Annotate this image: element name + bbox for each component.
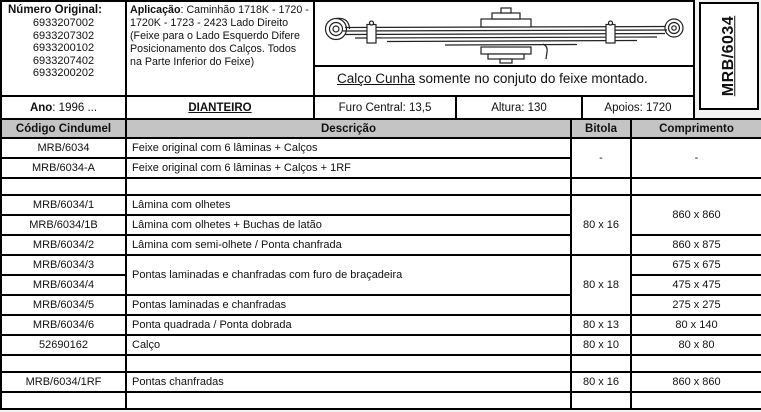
descricao-cell: Pontas laminadas e chanfradas [126, 295, 571, 315]
table-row [1, 335, 761, 355]
bitola-cell: 80 x 10 [571, 335, 631, 355]
table-row [1, 195, 761, 215]
empty-cell [571, 355, 631, 372]
comprimento-cell: 80 x 140 [631, 315, 761, 335]
comprimento-cell: 80 x 80 [631, 335, 761, 355]
altura-cell [455, 95, 583, 120]
codigo-cell: MRB/6034/1 [1, 195, 126, 215]
bitola-cell: 80 x 16 [571, 195, 631, 255]
codigo-cell: MRB/6034 [1, 138, 126, 158]
furo-central-cell [313, 95, 457, 120]
table-row [1, 295, 761, 315]
bitola-cell: - [571, 138, 631, 178]
descricao-cell: Pontas chanfradas [126, 372, 571, 392]
empty-cell [1, 392, 126, 409]
altura-value: Altura: 130 [491, 101, 547, 114]
empty-cell [1, 355, 126, 372]
codigo-cell: MRB/6034/1B [1, 215, 126, 235]
numero-original-cell [0, 0, 127, 97]
ano-cell [0, 95, 127, 120]
original-number: 6933207002 [32, 17, 95, 29]
table-row [1, 235, 761, 255]
header-codigo: Código Cindumel [1, 119, 126, 138]
bitola-cell: 80 x 16 [571, 372, 631, 392]
caption-rest: somente no conjuto do feixe montado. [415, 71, 648, 86]
codigo-cell: MRB/6034/5 [1, 295, 126, 315]
original-number: 6933200102 [32, 42, 95, 54]
aplicacao-label: Aplicação [130, 4, 181, 16]
posicao-cell [125, 95, 315, 120]
posicao-label: DIANTEIRO [188, 101, 252, 114]
codigo-cell: MRB/6034/4 [1, 275, 126, 295]
descricao-cell: Feixe original com 6 lâminas + Calços [126, 138, 571, 158]
table-row [1, 138, 761, 158]
bitola-cell: 80 x 18 [571, 255, 631, 315]
bitola-cell: 80 x 13 [571, 315, 631, 335]
descricao-cell: Lâmina com olhetes + Buchas de latão [126, 215, 571, 235]
apoios-cell [581, 95, 695, 120]
empty-cell [631, 355, 761, 372]
empty-cell [126, 392, 571, 409]
part-code-box [699, 2, 759, 110]
codigo-cell: MRB/6034/1RF [1, 372, 126, 392]
empty-row [1, 355, 761, 372]
diagram-caption [315, 65, 693, 95]
comprimento-cell: 860 x 860 [631, 195, 761, 235]
codigo-cell: MRB/6034/6 [1, 315, 126, 335]
table-row [1, 372, 761, 392]
leaf-spring-svg [315, 2, 693, 65]
caption-calco-cunha: Calço Cunha [337, 71, 416, 86]
empty-row [1, 178, 761, 195]
empty-cell [1, 178, 126, 195]
numero-original-label: Número Original: [8, 4, 102, 16]
original-number: 6933200202 [32, 67, 95, 79]
furo-central-value: Furo Central: 13,5 [338, 101, 432, 114]
ano-value: : 1996 ... [52, 101, 98, 114]
comprimento-cell: 475 x 475 [631, 275, 761, 295]
comprimento-cell: - [631, 138, 761, 178]
codigo-cell: MRB/6034-A [1, 158, 126, 178]
parts-table [0, 118, 761, 410]
table-row [1, 255, 761, 275]
ano-label: Ano [29, 101, 53, 114]
empty-cell [571, 178, 631, 195]
empty-cell [631, 178, 761, 195]
original-number: 6933207302 [32, 29, 95, 42]
aplicacao-text: : Caminhão 1718K - 1720 - 1720K - 1723 - 2423 Lado Direito (Feixe para o Lado Esquerdo Difere Posicionamento dos Calços. Todos na Parte Inferior do Feixe) [130, 4, 309, 68]
numero-original-list [6, 17, 121, 80]
header-descricao: Descrição [126, 119, 571, 138]
comprimento-cell: 275 x 275 [631, 295, 761, 315]
leaf-spring-drawing-cell [313, 0, 695, 97]
table-row [1, 315, 761, 335]
header-comprimento: Comprimento [631, 119, 761, 138]
aplicacao-cell [125, 0, 315, 97]
descricao-cell: Ponta quadrada / Ponta dobrada [126, 315, 571, 335]
original-number: 6933207402 [32, 54, 95, 67]
empty-cell [631, 392, 761, 409]
descricao-cell: Pontas laminadas e chanfradas com furo de braçadeira [126, 255, 571, 295]
descricao-cell: Lâmina com semi-olhete / Ponta chanfrada [126, 235, 571, 255]
descricao-cell: Feixe original com 6 lâminas + Calços + 1RF [126, 158, 571, 178]
table-header-row [1, 119, 761, 138]
empty-row [1, 392, 761, 409]
codigo-cell: MRB/6034/2 [1, 235, 126, 255]
empty-cell [126, 355, 571, 372]
part-code: MRB/6034 [720, 15, 738, 97]
descricao-cell: Calço [126, 335, 571, 355]
codigo-cell: 52690162 [1, 335, 126, 355]
empty-cell [126, 178, 571, 195]
codigo-cell: MRB/6034/3 [1, 255, 126, 275]
comprimento-cell: 860 x 860 [631, 372, 761, 392]
descricao-cell: Lâmina com olhetes [126, 195, 571, 215]
leaf-spring-diagram [315, 2, 693, 65]
comprimento-cell: 675 x 675 [631, 255, 761, 275]
header-bitola: Bitola [571, 119, 631, 138]
empty-cell [571, 392, 631, 409]
comprimento-cell: 860 x 875 [631, 235, 761, 255]
apoios-value: Apoios: 1720 [604, 101, 672, 114]
